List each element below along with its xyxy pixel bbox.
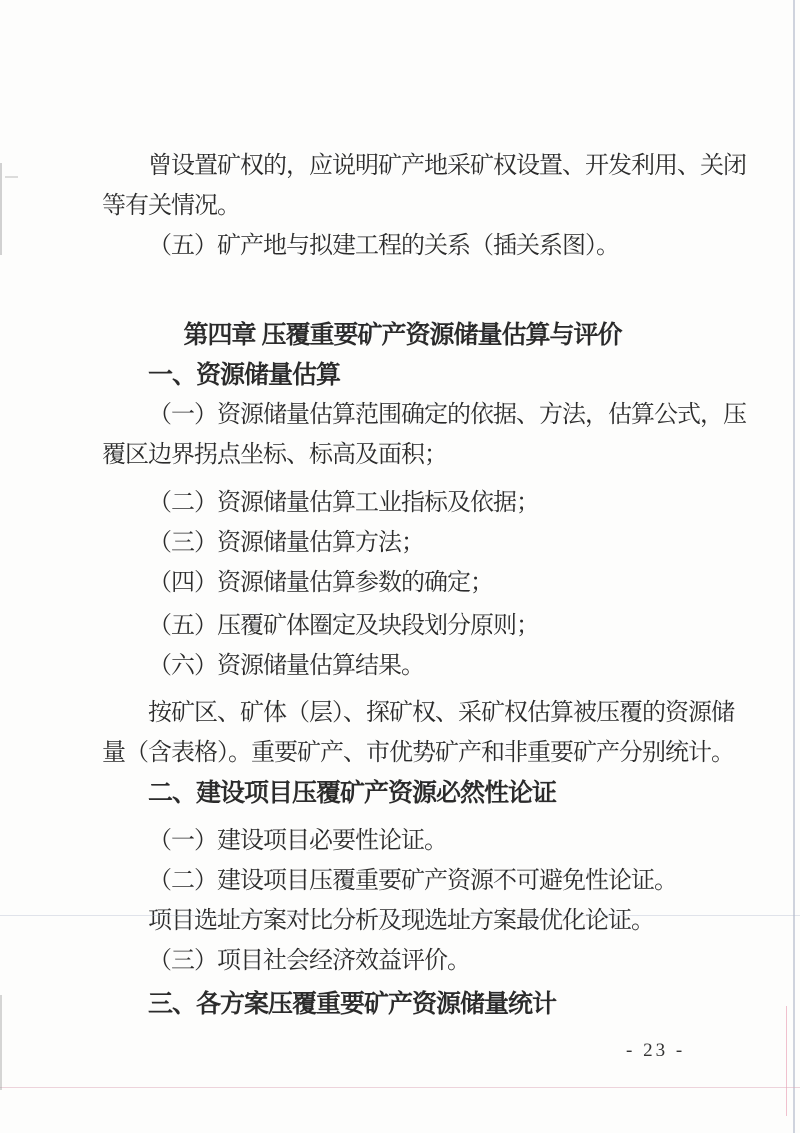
list-item-line: （四）资源储量估算参数的确定；	[148, 570, 493, 596]
list-item-line: （三）项目社会经济效益评价。	[148, 948, 470, 974]
page-number: - 23 -	[626, 1040, 686, 1061]
list-item-line: （二）建设项目压覆重要矿产资源不可避免性论证。	[148, 868, 677, 894]
list-item-line: （三）资源储量估算方法；	[148, 530, 424, 556]
scan-artifact-pink-vertical-line	[786, 1006, 787, 1116]
paragraph-line: （一）资源储量估算范围确定的依据、方法，估算公式，压	[148, 402, 746, 428]
document-body	[102, 146, 746, 1024]
paragraph-line: （五）矿产地与拟建工程的关系（插关系图）。	[148, 233, 619, 259]
paragraph-line: 量（含表格）。重要矿产、市优势矿产和非重要矿产分别统计。	[102, 740, 734, 766]
scan-artifact-vertical-line-right	[793, 0, 795, 1133]
list-item-line: （一）建设项目必要性论证。	[148, 828, 447, 854]
paragraph-line: 项目选址方案对比分析及现选址方案最优化论证。	[148, 908, 654, 934]
list-item-line: （五）压覆矿体圈定及块段划分原则；	[148, 613, 539, 639]
section-heading: 一、资源储量估算	[148, 361, 341, 389]
paragraph-line: 覆区边界拐点坐标、标高及面积；	[102, 442, 447, 468]
paragraph-line: 按矿区、矿体（层）、探矿权、采矿权估算被压覆的资源储	[148, 700, 734, 726]
scan-artifact-edge-dash	[5, 176, 18, 178]
section-heading: 三、各方案压覆重要矿产资源储量统计	[148, 990, 557, 1018]
chapter-heading: 第四章 压覆重要矿产资源储量估算与评价	[183, 321, 622, 349]
list-item-line: （六）资源储量估算结果。	[148, 653, 424, 679]
scan-artifact-left-edge-top	[0, 163, 2, 255]
list-item-line: （二）资源储量估算工业指标及依据；	[148, 490, 539, 516]
paragraph-line: 曾设置矿权的，应说明矿产地采矿权设置、开发利用、关闭	[148, 153, 746, 179]
paragraph-line: 等有关情况。	[102, 193, 240, 219]
scan-artifact-left-edge-bottom	[0, 995, 2, 1090]
scan-artifact-horizontal-line-bottom	[0, 1087, 800, 1088]
section-heading: 二、建设项目压覆矿产资源必然性论证	[148, 779, 557, 807]
